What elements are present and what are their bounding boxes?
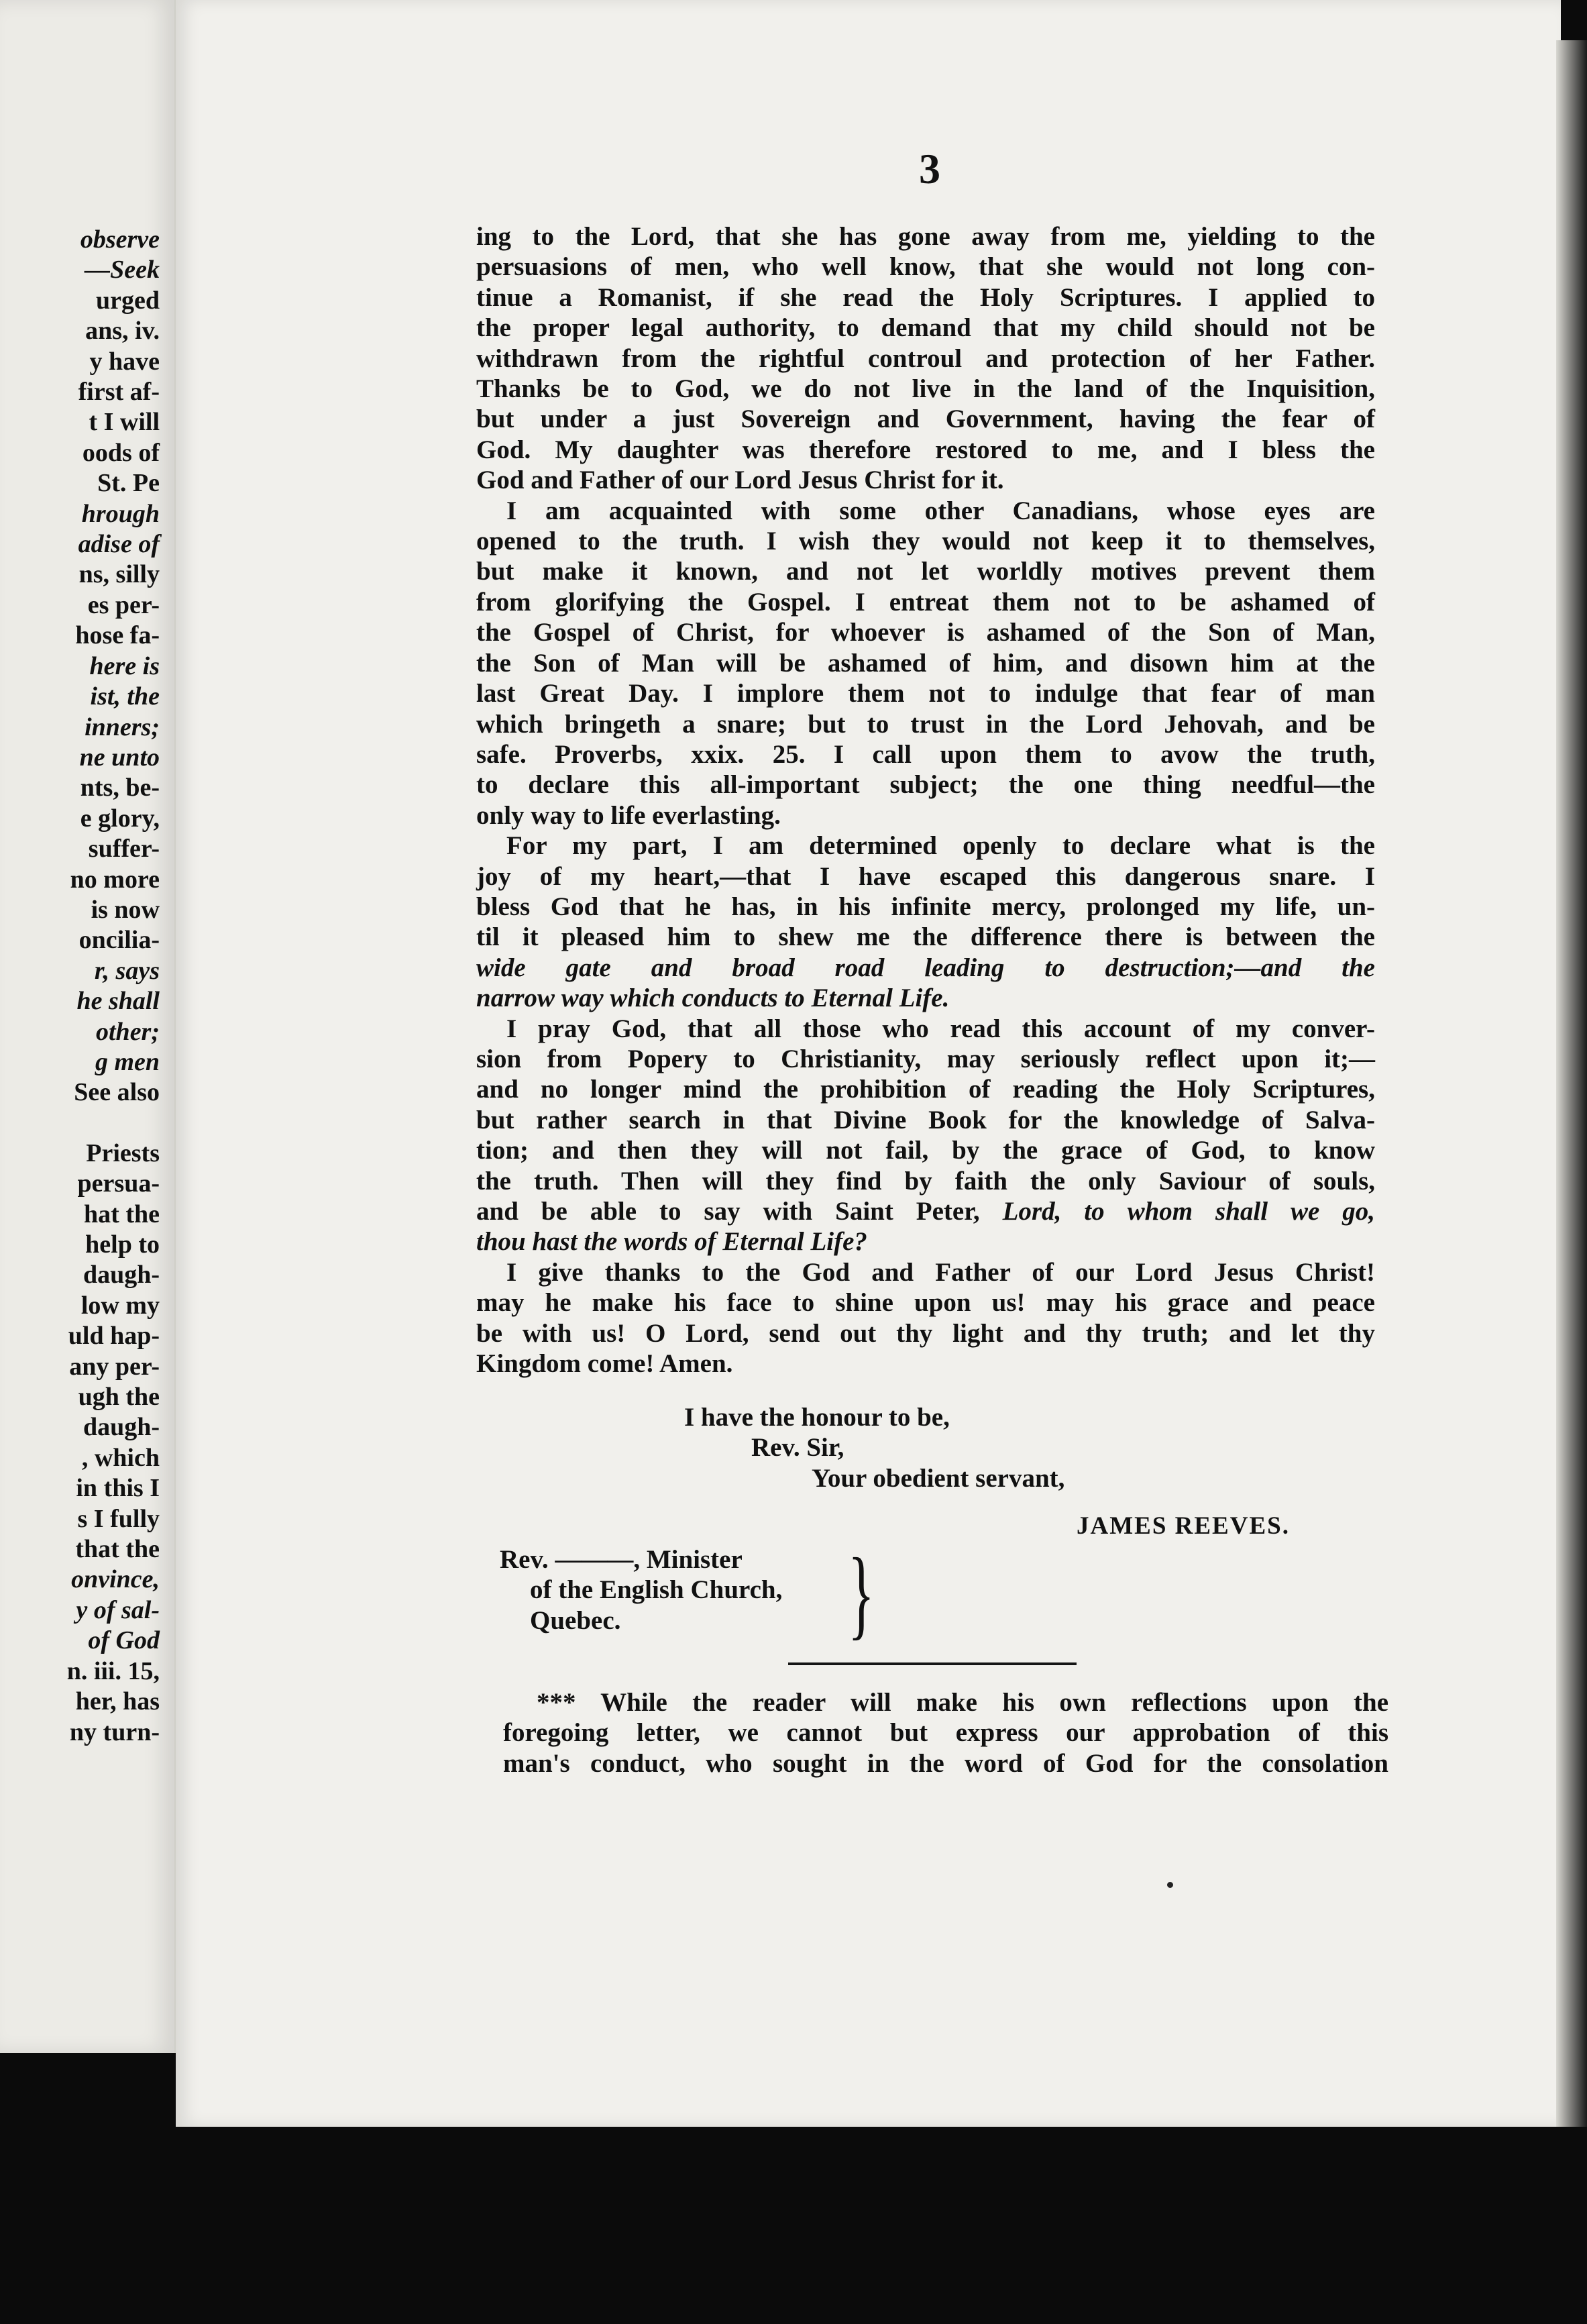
text-line: tion; and then they will not fail, by the grace of God, to know (476, 1136, 1375, 1165)
text-line: God and Father of our Lord Jesus Christ for it. (476, 466, 1004, 495)
facing-page-line: daugh- (83, 1261, 160, 1289)
text-line: persuasions of men, who well know, that she would not long con- (476, 252, 1375, 282)
addressee (500, 1544, 782, 1636)
paragraph (476, 1014, 1375, 1257)
facing-page-line: es per- (87, 590, 160, 619)
text-line: ing to the Lord, that she has gone away from me, yielding to the (476, 222, 1375, 251)
facing-page-line: is now (91, 895, 160, 924)
facing-page-line: —Seek (85, 256, 160, 284)
facing-page-line: suffer- (88, 835, 160, 863)
facing-page-line: e glory, (80, 804, 160, 833)
closing-line: I have the honour to be, (684, 1403, 950, 1432)
text-line: man's conduct, who sought in the word of God for the consolation (503, 1748, 1388, 1778)
text-line: I am acquainted with some other Canadians, whose eyes are (506, 496, 1375, 525)
signature: JAMES REEVES. (1077, 1512, 1290, 1540)
paragraph (476, 831, 1375, 1013)
text-line: God. My daughter was therefore restored to me, and I bless the (476, 435, 1375, 464)
text-line: the Gospel of Christ, for whoever is ashamed of the Son of Man, (476, 618, 1375, 647)
facing-page-line: ne unto (79, 743, 160, 772)
facing-page-line: ans, iv. (85, 317, 160, 346)
text-line: from glorifying the Gospel. I entreat them not to be ashamed of (476, 587, 1375, 617)
text-line: *** While the reader will make his own reflections upon the (537, 1688, 1388, 1717)
facing-page-line: ns, silly (78, 560, 160, 589)
facing-page-line (0, 1108, 160, 1139)
text-line: thou hast the words of Eternal Life? (476, 1227, 867, 1257)
facing-page-line: inners; (85, 712, 160, 741)
text-line: only way to life everlasting. (476, 800, 781, 830)
facing-page-line: persua- (77, 1169, 160, 1198)
closing-line: Your obedient servant, (812, 1463, 1065, 1493)
facing-page-line: daugh- (83, 1413, 160, 1442)
facing-page-line: here is (89, 651, 160, 680)
addressee-line: of the English Church, (530, 1575, 783, 1605)
facing-page-line: uld hap- (68, 1322, 160, 1351)
text-line: the proper legal authority, to demand that my child should not be (476, 313, 1375, 343)
facing-page-line: her, has (75, 1687, 160, 1716)
text-line: the truth. Then will they find by faith the only Saviour of souls, (476, 1166, 1375, 1196)
addressee-line: Quebec. (530, 1605, 621, 1635)
italic-span: Lord, to whom shall we go, (1002, 1197, 1376, 1226)
text-line: I give thanks to the God and Father of our Lord Jesus Christ! (506, 1257, 1375, 1287)
facing-page-line: hose fa- (75, 621, 160, 650)
facing-page-line: observe (80, 225, 160, 254)
facing-page-line: any per- (69, 1352, 160, 1381)
text-line: Thanks be to God, we do not live in the land of the Inquisition, (476, 374, 1375, 404)
facing-page-line: no more (70, 865, 160, 894)
text-line: wide gate and broad road leading to destruction;—and the (476, 953, 1375, 982)
facing-page-line: ist, the (90, 682, 160, 711)
facing-page-line: n. iii. 15, (66, 1656, 160, 1685)
text-line: and no longer mind the prohibition of reading the Holy Scriptures, (476, 1075, 1375, 1104)
facing-page-line: ny turn- (69, 1718, 160, 1746)
text-line: but under a just Sovereign and Government, having the fear of (476, 405, 1375, 434)
facing-page-line: See also (74, 1078, 160, 1107)
text-line: which bringeth a snare; but to trust in the Lord Jehovah, and be (476, 709, 1375, 739)
facing-page-line: t I will (89, 408, 160, 437)
facing-page-line: g men (95, 1047, 160, 1076)
closing-line: Rev. Sir, (751, 1433, 844, 1463)
facing-page-line: nts, be- (80, 774, 160, 802)
text-span: and be able to say with Saint Peter, (476, 1197, 1003, 1226)
text-line: Kingdom come! Amen. (476, 1349, 733, 1379)
facing-page-line: hat the (84, 1200, 160, 1228)
editor-note (503, 1687, 1388, 1779)
text-line (476, 1196, 1375, 1226)
facing-page-line: , which (81, 1443, 160, 1472)
text-line: to declare this all-important subject; the one thing needful—the (476, 770, 1375, 800)
facing-page-line: Priests (86, 1139, 160, 1167)
facing-page-line: s I fully (77, 1504, 160, 1533)
text-line: may he make his face to shine upon us! may his grace and peace (476, 1288, 1375, 1318)
facing-page-line: low my (80, 1291, 160, 1320)
text-line: foregoing letter, we cannot but express our approbation of this (503, 1718, 1388, 1748)
facing-page-line: St. Pe (97, 469, 160, 498)
text-line: opened to the truth. I wish they would not keep it to themselves, (476, 527, 1375, 556)
text-line: but rather search in that Divine Book for the knowledge of Salva- (476, 1105, 1375, 1134)
text-line: bless God that he has, in his infinite mercy, prolonged my life, un- (476, 892, 1375, 921)
page-number: 3 (919, 145, 940, 193)
text-line: For my part, I am determined openly to declare what is the (506, 831, 1375, 861)
text-line: be with us! O Lord, send out thy light and thy truth; and let thy (476, 1318, 1375, 1348)
closing (684, 1402, 1064, 1493)
facing-page-line: oncilia- (78, 926, 160, 955)
text-line: narrow way which conducts to Eternal Life. (476, 984, 950, 1013)
text-line: the Son of Man will be ashamed of him, and disown him at the (476, 648, 1375, 678)
scan-background (0, 2127, 1587, 2324)
addressee-line: Rev. ———, Minister (500, 1545, 743, 1574)
facing-page-line: y of sal- (76, 1595, 160, 1624)
text-line: withdrawn from the rightful controul and protection of her Father. (476, 344, 1375, 373)
facing-page-text (0, 225, 160, 1748)
facing-page-line: of God (88, 1626, 160, 1655)
facing-page-line: first af- (78, 378, 160, 407)
facing-page-line: in this I (76, 1474, 160, 1503)
letter-body (476, 221, 1375, 1379)
facing-page-line: he shall (76, 987, 160, 1016)
page-edge (1556, 40, 1587, 2133)
facing-page-line: hrough (81, 499, 160, 528)
facing-page-line: oods of (82, 438, 160, 467)
facing-page-line: r, says (94, 956, 160, 985)
facing-page-line: adise of (78, 530, 160, 559)
text-line: but make it known, and not let worldly motives prevent them (476, 557, 1375, 586)
text-line: I pray God, that all those who read this account of my conver- (506, 1014, 1375, 1043)
facing-page-line: ugh the (78, 1383, 160, 1412)
facing-page-line: other; (96, 1017, 160, 1046)
paragraph (476, 1257, 1375, 1379)
divider (788, 1662, 1077, 1665)
paragraph (476, 221, 1375, 496)
facing-page-line: onvince, (71, 1565, 160, 1594)
paragraph (476, 496, 1375, 831)
facing-page-line: urged (96, 286, 160, 315)
ink-dot (1167, 1882, 1173, 1888)
text-line: last Great Day. I implore them not to indulge that fear of man (476, 679, 1375, 708)
brace-icon: } (848, 1538, 875, 1649)
facing-page-line: that the (75, 1535, 160, 1564)
facing-page (0, 0, 176, 2053)
text-line: til it pleased him to shew me the difference there is between the (476, 922, 1375, 952)
text-line: safe. Proverbs, xxix. 25. I call upon them to avow the truth, (476, 739, 1375, 769)
text-line: joy of my heart,—that I have escaped this dangerous snare. I (476, 861, 1375, 891)
text-line: tinue a Romanist, if she read the Holy Scriptures. I applied to (476, 282, 1375, 312)
facing-page-line: y have (89, 347, 160, 376)
facing-page-line: help to (85, 1230, 160, 1259)
text-line: sion from Popery to Christianity, may seriously reflect upon it;— (476, 1044, 1375, 1073)
